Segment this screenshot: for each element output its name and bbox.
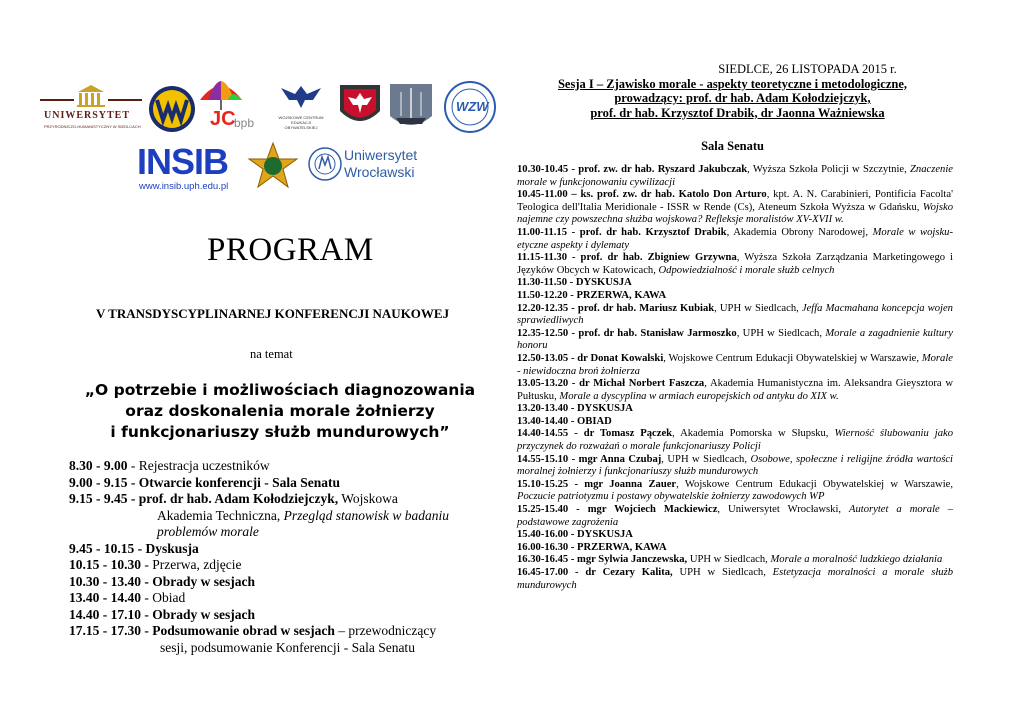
police-badge-emblem: [247, 141, 299, 196]
schedule-row: 13.40 - 14.40 - Obiad: [69, 590, 186, 605]
jc-text: JC: [210, 108, 236, 130]
talk-item: 11.30-11.50 - DYSKUSJA: [517, 277, 632, 289]
eagle-icon: [275, 82, 327, 110]
wroclaw-seal-icon: [308, 145, 342, 183]
wzw-text: WZW: [456, 99, 489, 114]
ship-icon: [386, 80, 436, 134]
bpb-text: bpb: [234, 116, 255, 130]
uph-logo-subtext: PRZYRODNICZO-HUMANISTYCZNY W SIEDLCACH: [44, 124, 141, 129]
talk-item: 12.35-12.50 - prof. dr hab. Stanisław Jarmoszko, UPH w Siedlcach, Morale a zagadnienie kultury honoru: [517, 327, 953, 352]
wcek-text: WOJSKOWE CENTRUM EDUKACJI OBYWATELSKIEJ: [278, 115, 324, 130]
theme-line: „O potrzebie i możliwościach diagnozowania: [84, 381, 476, 399]
talk-item: 10.45-11.00 – ks. prof. zw. dr hab. Katolo Don Arturo, kpt. A. N. Carabinieri, Pontificia Facolta' Teologica dell'Italia Meridionale - ISSR w Rende (Cs), Ateneum Szkoła Wyższa w Gdańsku, Wojsko najemne czy powszechna służba wojskowa? Refleksje moralistów XV-XVII w.: [517, 189, 953, 226]
talk-item: 16.00-16.30 - PRZERWA, KAWA: [517, 541, 667, 553]
badge-star-icon: [247, 141, 299, 191]
conference-theme: [60, 380, 500, 443]
talk-item: 13.40-14.40 - OBIAD: [517, 415, 612, 427]
schedule-row: sesji, podsumowanie Konferencji - Sala Senatu: [160, 639, 415, 655]
talk-item: 16.30-16.45 - mgr Sylwia Janczewska, UPH w Siedlcach, Morale a moralność ludzkiego działania: [517, 554, 943, 566]
talk-item: 15.25-15.40 - mgr Wojciech Mackiewicz, Uniwersytet Wrocławski, Autorytet a morale – podstawowe zagrożenia: [517, 504, 953, 528]
schedule: [69, 458, 499, 656]
talk-item: 13.20-13.40 - DYSKUSJA: [517, 403, 633, 415]
wroclaw-line1: Uniwersytet: [344, 147, 418, 163]
theme-line: i funkcjonariuszy służb mundurowych”: [110, 423, 450, 441]
na-temat-label: na temat: [250, 347, 293, 361]
talk-item: 11.15-11.30 - prof. dr hab. Zbigniew Grzywna, Wyższa Szkoła Zarządzania Marketingowego i Języków Obcych w Katowicach, Odpowiedzialność i morale służb celnych: [517, 252, 954, 276]
schedule-row: Akademia Techniczna, Przegląd stanowisk w badaniu: [157, 507, 450, 523]
uph-logo-text: UNIWERSYTET: [44, 110, 131, 121]
schedule-row: problemów morale: [157, 524, 259, 539]
wzw-logo: [443, 80, 497, 139]
insib-text: INSIB: [137, 141, 229, 182]
wcek-logo: [275, 82, 327, 132]
schedule-row: 9.45 - 10.15 - Dyskusja: [69, 540, 199, 556]
jc-bpb-logo: [198, 80, 260, 132]
date-line: SIEDLCE, 26 LISTOPADA 2015 r.: [718, 62, 897, 76]
talk-item: 11.00-11.15 - prof. dr hab. Krzysztof Drabik, Akademia Obrony Narodowej, Morale w wojsku- etyczne aspekty i dylematy: [517, 226, 953, 251]
schedule-row: 9.00 - 9.15 - Otwarcie konferencji - Sala Senatu: [69, 474, 340, 490]
talk-item: 14.40-14.55 - dr Tomasz Pączek, Akademia Pomorska w Słupsku, Wierność ślubowaniu jako przyczynek do rozważań o morale funkcjonariuszy Policji: [517, 428, 953, 453]
talk-item: 12.50-13.05 - dr Donat Kowalski, Wojskowe Centrum Edukacji Obywatelskiej w Warszawie, Morale - niewidoczna broń żołnierza: [517, 352, 953, 377]
talk-item: 11.50-12.20 - PRZERWA, KAWA: [517, 289, 667, 301]
page-title: PROGRAM: [207, 232, 374, 268]
wh-emblem-icon: [147, 84, 197, 134]
talk-item: 14.55-15.10 - mgr Anna Czubaj, UPH w Siedlcach, Osobowe, społeczne i religijne źródła wartości moralnej żołnierzy i funkcjonariuszy służb mundurowych: [517, 453, 953, 478]
schedule-row: 10.15 - 10.30 - Przerwa, zdjęcie: [69, 557, 242, 572]
talk-item: 10.30-10.45 - prof. zw. dr hab. Ryszard Jakubczak, Wyższa Szkoła Policji w Szczytnie, Znaczenie morale w funkcjonowaniu cywilizacji: [517, 164, 953, 188]
talk-item: 15.10-15.25 - mgr Joanna Zauer, Wojskowe Centrum Edukacji Obywatelskiej w Warszawie, Poczucie patriotyzmu i postawy obywatelskie żołnierzy zawodowych WP: [517, 478, 953, 503]
session-chairs: prof. dr hab. Krzysztof Drabik, dr Jaonna Ważniewska: [590, 105, 885, 120]
umbrella-icon: [198, 80, 244, 110]
ship-emblem: [386, 80, 436, 139]
schedule-row: 8.30 - 9.00 - Rejestracja uczestników: [69, 458, 270, 473]
schedule-row: 10.30 - 13.40 - Obrady w sesjach: [69, 573, 255, 589]
insib-logo: [137, 141, 235, 193]
schedule-row: 9.15 - 9.45 - prof. dr hab. Adam Kołodziejczyk, Wojskowa: [69, 491, 398, 506]
schedule-row: 17.15 - 17.30 - Podsumowanie obrad w sesjach – przewodniczący: [69, 623, 437, 638]
schedule-row: 14.40 - 17.10 - Obrady w sesjach: [69, 606, 255, 622]
wroclaw-line2: Wrocławski: [344, 164, 415, 180]
talk-item: 12.20-12.35 - prof. dr hab. Mariusz Kubiak, UPH w Siedlcach, Jeffa Macmahana koncepcja wojen sprawiedliwych: [517, 302, 953, 327]
wroclaw-logo: [308, 145, 434, 191]
session-header: [510, 62, 955, 120]
emblem-red-eagle: [336, 81, 384, 136]
talk-item: 16.45-17.00 - dr Cezary Kalita, UPH w Siedlcach, Estetyzacja moralności a morale służb mundurowych: [517, 567, 953, 591]
talk-item: 15.40-16.00 - DYSKUSJA: [517, 529, 633, 541]
uph-building-icon: [40, 84, 142, 108]
theme-line: oraz doskonalenia morale żołnierzy: [125, 402, 435, 420]
talk-item: 13.05-13.20 - dr Michał Norbert Faszcza, Akademia Humanistyczna im. Aleksandra Gieysztora w Pułtusku, Morale a dyscyplina w armiach europejskich od antyku do XIX w.: [517, 378, 953, 402]
shield-eagle-icon: [336, 81, 384, 131]
wh-emblem: [147, 84, 197, 139]
conference-heading: V TRANSDYSCYPLINARNEJ KONFERENCJI NAUKOWEJ: [96, 306, 450, 321]
talks-list: [517, 164, 953, 592]
session-chairs: prowadzący: prof. dr hab. Adam Kołodziejczyk,: [614, 91, 871, 105]
room-label: Sala Senatu: [701, 139, 764, 153]
insib-url: www.insib.uph.edu.pl: [139, 181, 229, 192]
session-title: Sesja I – Zjawisko morale - aspekty teoretyczne i metodologiczne,: [557, 76, 907, 91]
uph-logo: [40, 84, 142, 134]
